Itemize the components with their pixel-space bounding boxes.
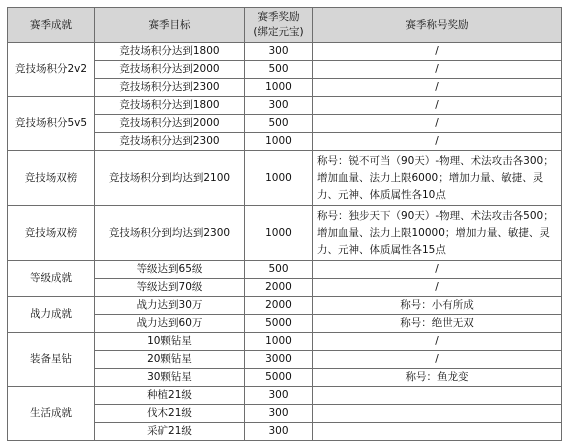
table-row	[8, 261, 562, 279]
title-cell: /	[313, 115, 562, 133]
table-row	[8, 151, 562, 206]
reward-cell: 1000	[245, 333, 313, 351]
title-cell: /	[313, 261, 562, 279]
reward-cell: 300	[245, 43, 313, 61]
reward-cell: 300	[245, 97, 313, 115]
goal-cell: 10颗钻星	[95, 333, 245, 351]
table-row	[8, 333, 562, 351]
reward-cell: 300	[245, 387, 313, 405]
header-reward-unit: (绑定元宝)	[253, 26, 304, 38]
title-cell: /	[313, 97, 562, 115]
category-cell: 战力成就	[8, 297, 95, 333]
reward-cell: 1000	[245, 133, 313, 151]
goal-cell: 竞技场积分达到2300	[95, 79, 245, 97]
header-reward	[245, 8, 313, 43]
category-cell: 生活成就	[8, 387, 95, 441]
title-cell	[313, 387, 562, 405]
header-achievement: 赛季成就	[8, 8, 95, 43]
reward-cell: 500	[245, 61, 313, 79]
title-cell: 称号：绝世无双	[313, 315, 562, 333]
reward-cell: 2000	[245, 297, 313, 315]
goal-cell: 竞技场积分达到2300	[95, 133, 245, 151]
goal-cell: 竞技场积分达到2000	[95, 115, 245, 133]
goal-cell: 竞技场积分达到1800	[95, 43, 245, 61]
reward-cell: 5000	[245, 315, 313, 333]
goal-cell: 采矿21级	[95, 423, 245, 441]
title-cell: /	[313, 61, 562, 79]
category-cell: 装备星钻	[8, 333, 95, 387]
goal-cell: 等级达到70级	[95, 279, 245, 297]
title-cell: /	[313, 351, 562, 369]
category-cell: 竞技场双榜	[8, 151, 95, 206]
reward-cell: 500	[245, 115, 313, 133]
table-row	[8, 206, 562, 261]
reward-cell: 300	[245, 423, 313, 441]
category-cell: 等级成就	[8, 261, 95, 297]
title-description-cell: 称号：锐不可当（90天）-物理、术法攻击各300；增加血量、法力上限6000；增加力量、敏捷、灵力、元神、体质属性各10点	[313, 151, 562, 206]
reward-cell: 3000	[245, 351, 313, 369]
reward-cell: 1000	[245, 151, 313, 206]
title-cell: /	[313, 133, 562, 151]
goal-cell: 竞技场积分到均达到2300	[95, 206, 245, 261]
table-row	[8, 43, 562, 61]
reward-cell: 1000	[245, 206, 313, 261]
goal-cell: 20颗钻星	[95, 351, 245, 369]
season-rewards-table	[7, 7, 562, 441]
title-cell: 称号：鱼龙变	[313, 369, 562, 387]
title-cell: /	[313, 79, 562, 97]
goal-cell: 战力达到60万	[95, 315, 245, 333]
title-cell	[313, 423, 562, 441]
header-title-reward: 赛季称号奖励	[313, 8, 562, 43]
title-cell: /	[313, 279, 562, 297]
table-row	[8, 97, 562, 115]
goal-cell: 30颗钻星	[95, 369, 245, 387]
table-row	[8, 297, 562, 315]
title-cell: /	[313, 333, 562, 351]
goal-cell: 战力达到30万	[95, 297, 245, 315]
goal-cell: 竞技场积分达到1800	[95, 97, 245, 115]
category-cell: 竞技场积分2v2	[8, 43, 95, 97]
goal-cell: 竞技场积分到均达到2100	[95, 151, 245, 206]
category-cell: 竞技场双榜	[8, 206, 95, 261]
goal-cell: 竞技场积分达到2000	[95, 61, 245, 79]
goal-cell: 等级达到65级	[95, 261, 245, 279]
header-reward-label: 赛季奖励	[257, 11, 300, 23]
reward-cell: 500	[245, 261, 313, 279]
reward-cell: 2000	[245, 279, 313, 297]
title-cell: /	[313, 43, 562, 61]
table-header-row	[8, 8, 562, 43]
reward-cell: 1000	[245, 79, 313, 97]
goal-cell: 伐木21级	[95, 405, 245, 423]
title-cell: 称号：小有所成	[313, 297, 562, 315]
title-description-cell: 称号：独步天下（90天）-物理、术法攻击各500；增加血量、法力上限10000；增加力量、敏捷、灵力、元神、体质属性各15点	[313, 206, 562, 261]
reward-cell: 300	[245, 405, 313, 423]
table-row	[8, 387, 562, 405]
reward-cell: 5000	[245, 369, 313, 387]
title-cell	[313, 405, 562, 423]
header-goal: 赛季目标	[95, 8, 245, 43]
season-rewards-container	[7, 7, 561, 441]
goal-cell: 种植21级	[95, 387, 245, 405]
category-cell: 竞技场积分5v5	[8, 97, 95, 151]
